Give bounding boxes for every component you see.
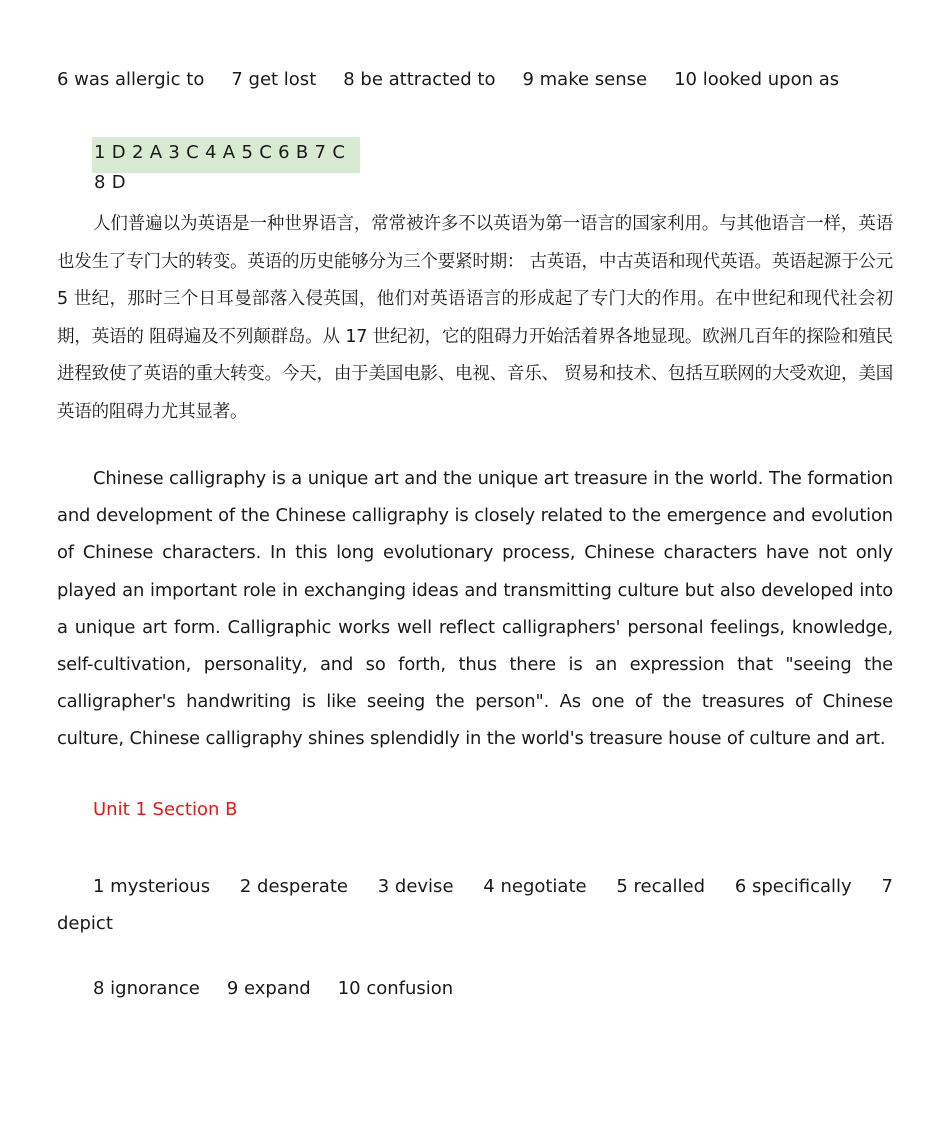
vocab-item: 1 mysterious: [93, 876, 211, 897]
section-heading: Unit 1 Section B: [93, 799, 238, 820]
vocab-item: 3 devise: [377, 876, 454, 897]
vocab-line-1-7: [57, 868, 893, 942]
vocab-item: 4 negotiate: [483, 876, 587, 897]
vocab-item: 2 desperate: [239, 876, 348, 897]
vocab-item: 6 specifically: [734, 876, 852, 897]
chinese-paragraph: 人们普遍以为英语是一种世界语言，常常被许多不以英语为第一语言的国家利用。与其他语言一样，英语也发生了专门大的转变。英语的历史能够分为三个要紧时期： 古英语，中古英语和现代英语。英语起源于公元 5 世纪，那时三个日耳曼部落入侵英国，他们对英语语言的形成起了专门大的作用。在中世纪和现代社会初期，英语的 阻碍遍及不列颠群岛。从 17 世纪初，它的阻碍力开始活着界各地显现。欧洲几百年的探险和殖民进程致使了英语的重大转变。今天，由于美国电影、电视、音乐、 贸易和技术、包括互联网的大受欢迎，美国英语的阻碍力尤其显著。: [57, 214, 893, 422]
answer-key-text: 1 D 2 A 3 C 4 A 5 C 6 B 7 C 8 D: [94, 142, 346, 193]
vocab-item: 9 expand: [226, 978, 311, 999]
answer-item: 10 looked upon as: [674, 69, 840, 90]
vocab-item: 8 ignorance: [93, 978, 200, 999]
answer-item: 6 was allergic to: [57, 69, 205, 90]
vocab-line-8-10: [93, 976, 453, 1002]
answer-key-highlight: [92, 137, 360, 193]
vocab-item: 5 recalled: [616, 876, 706, 897]
answer-item: 7 get lost: [231, 69, 317, 90]
english-paragraph: Chinese calligraphy is a unique art and the unique art treasure in the world. The formation and development of the Chinese calligraphy is closely related to the emergence and evolution of Chinese characters. In this long evolutionary process, Chinese characters have not only played an important role in exchanging ideas and transmitting culture but also developed into a unique art form. Calligraphic works well reflect calligraphers' personal feelings, knowledge, self-cultivation, personality, and so forth, thus there is an expression that "seeing the calligrapher's handwriting is like seeing the person". As one of the treasures of Chinese culture, Chinese calligraphy shines splendidly in the world's treasure house of culture and art.: [57, 468, 893, 750]
vocab-item: 7: [881, 876, 893, 897]
answers-line-6-10: [57, 68, 839, 92]
answer-item: 8 be attracted to: [343, 69, 496, 90]
vocab-item: 10 confusion: [337, 978, 454, 999]
answer-item: 9 make sense: [522, 69, 648, 90]
vocab-wrapped-word: depict: [57, 913, 113, 934]
